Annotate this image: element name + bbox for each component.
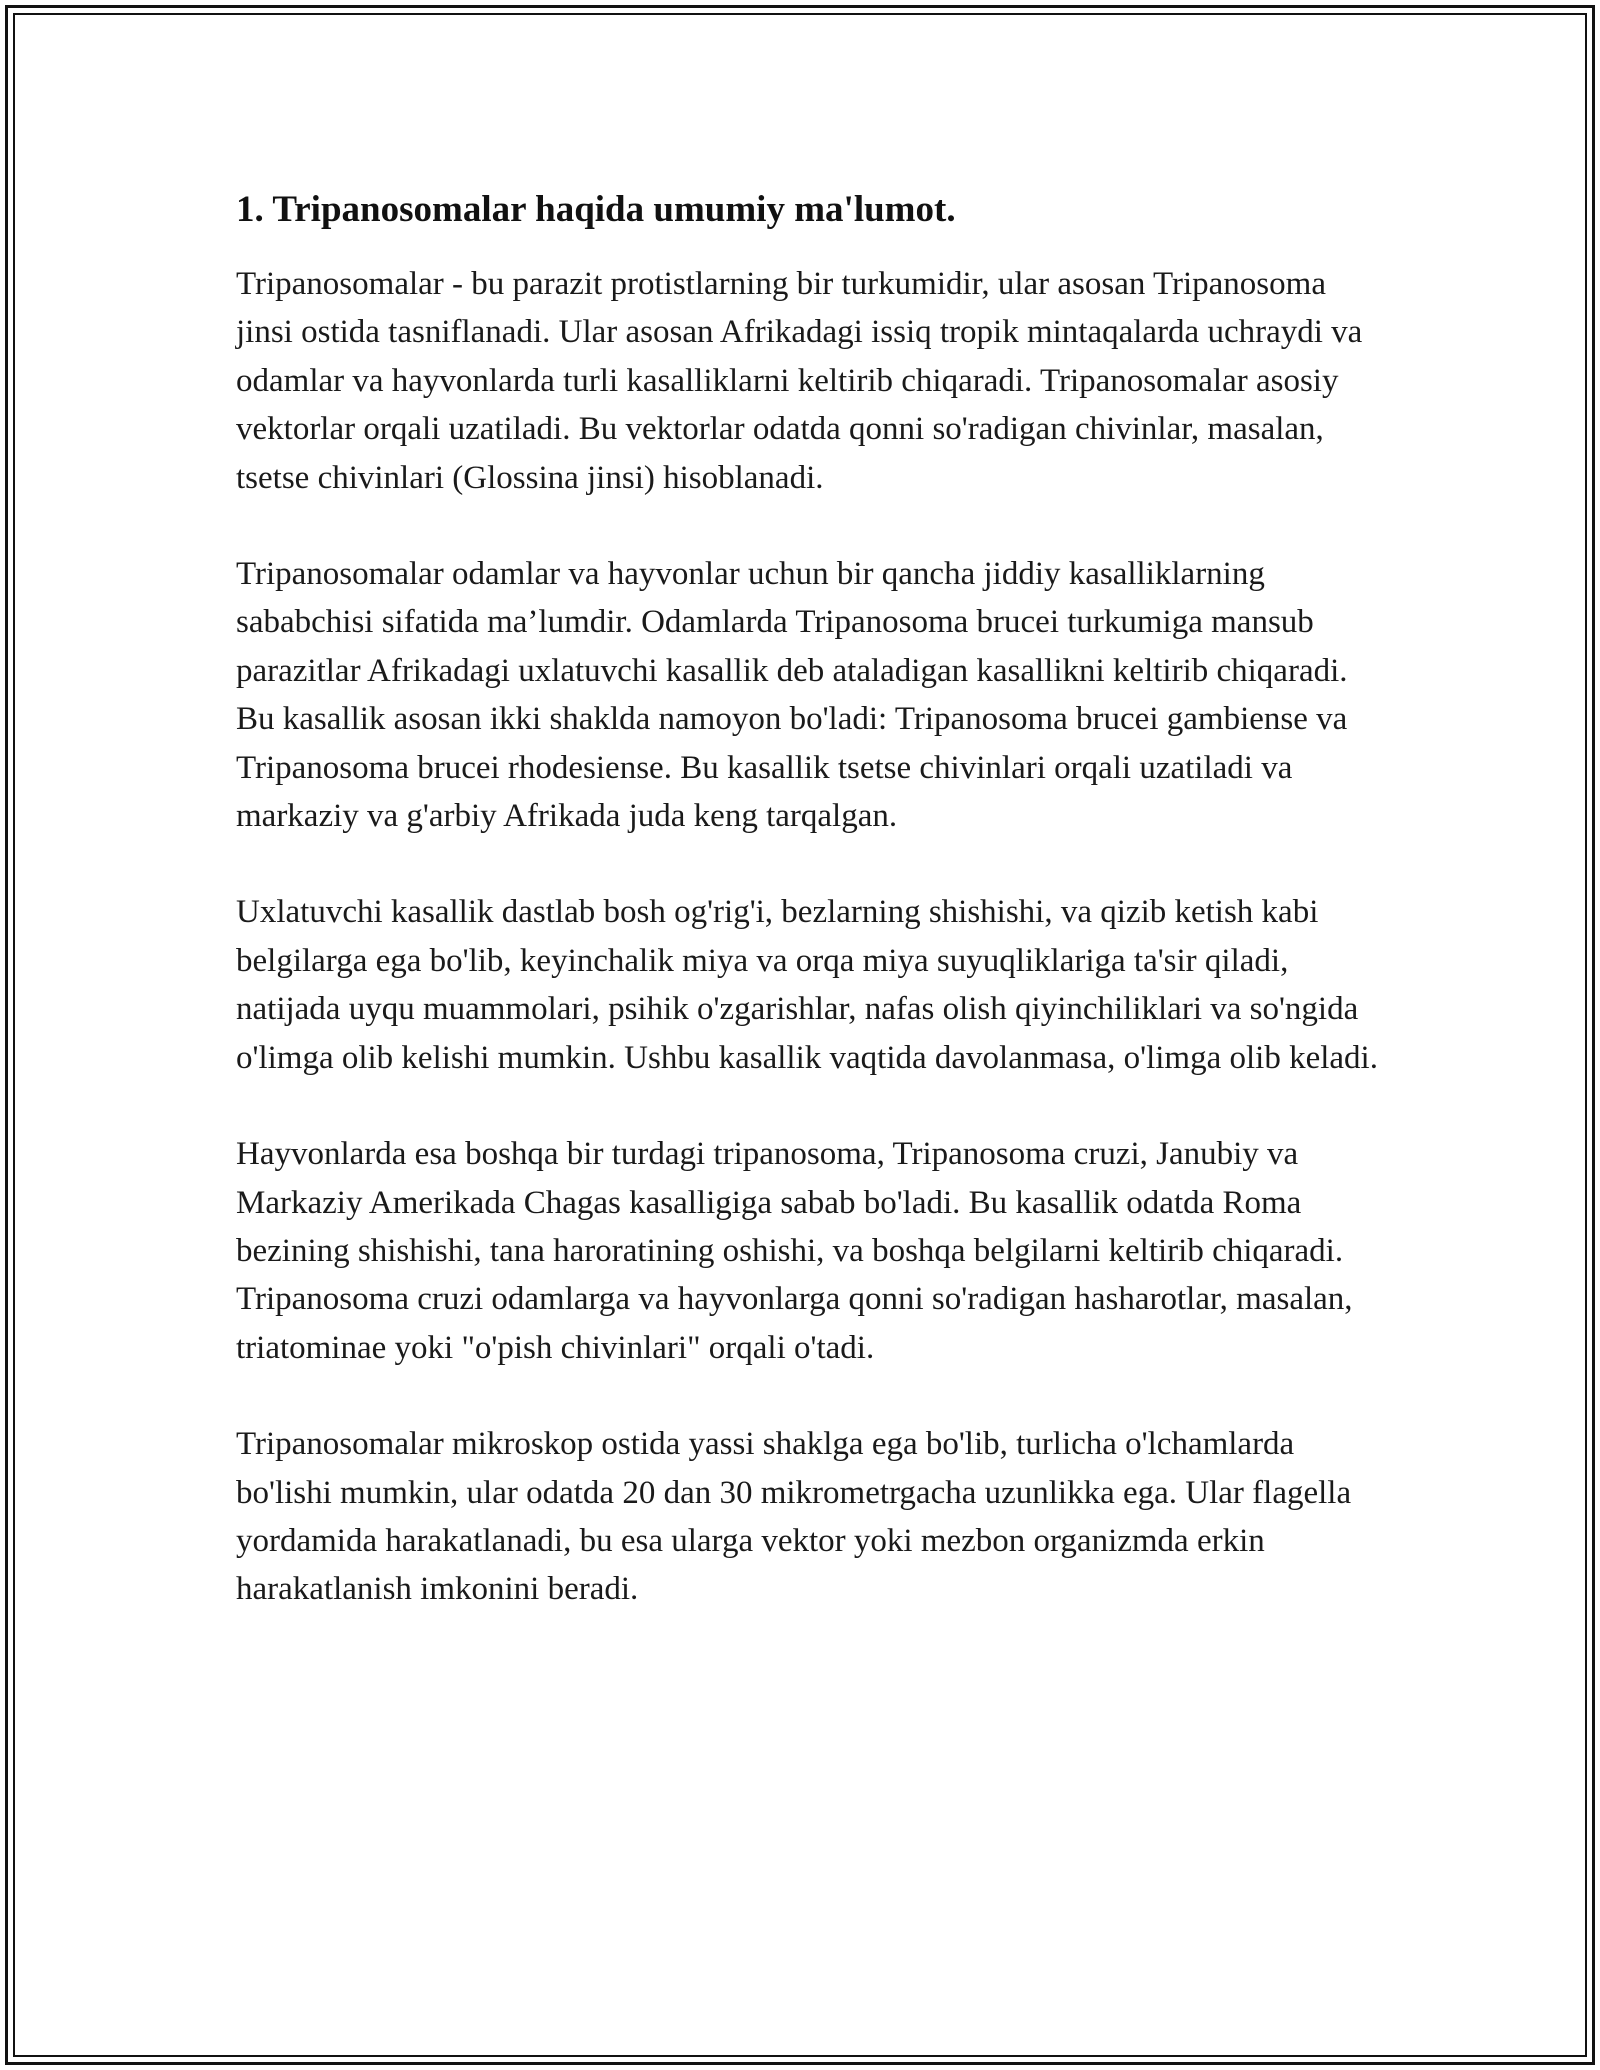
paragraph-chagas: Hayvonlarda esa boshqa bir turdagi tripanosoma, Tripanosoma cruzi, Janubiy va Markaziy Amerikada Chagas kasalligiga sabab bo'ladi. Bu kasallik odatda Roma bezining shishishi, tana haroratining oshishi, va boshqa belgilarni keltirib chiqaradi. Tripanosoma cruzi odamlarga va hayvonlarga qonni so'radigan hasharotlar, masalan, triatominae yoki "o'pish chivinlari" orqali o'tadi. — [236, 1136, 1353, 1366]
paragraph-diseases: Tripanosomalar odamlar va hayvonlar uchun bir qancha jiddiy kasalliklarning sababchisi sifatida ma’lumdir. Odamlarda Tripanosoma brucei turkumiga mansub parazitlar Afrikadagi uxlatuvchi kasallik deb ataladigan kasallikni keltirib chiqaradi. Bu kasallik asosan ikki shaklda namoyon bo'ladi: Tripanosoma brucei gambiense va Tripanosoma brucei rhodesiense. Bu kasallik tsetse chivinlari orqali uzatiladi va markaziy va g'arbiy Afrikada juda keng tarqalgan. — [236, 556, 1348, 835]
document-body — [236, 186, 1386, 1614]
paragraph-symptoms: Uxlatuvchi kasallik dastlab bosh og'rig'i, bezlarning shishishi, va qizib ketish kabi belgilarga ega bo'lib, keyinchalik miya va orqa miya suyuqliklariga ta'sir qiladi, natijada uyqu muammolari, psihik o'zgarishlar, nafas olish qiyinchiliklari va so'ngida o'limga olib kelishi mumkin. Ushbu kasallik vaqtida davolanmasa, o'limga olib keladi. — [236, 894, 1378, 1076]
section-heading: 1. Tripanosomalar haqida umumiy ma'lumot. — [236, 189, 956, 230]
paragraph-intro: Tripanosomalar - bu parazit protistlarning bir turkumidir, ular asosan Tripanosoma jinsi ostida tasniflanadi. Ular asosan Afrikadagi issiq tropik mintaqalarda uchraydi va odamlar va hayvonlarda turli kasalliklarni keltirib chiqaradi. Tripanosomalar asosiy vektorlar orqali uzatiladi. Bu vektorlar odatda qonni so'radigan chivinlar, masalan, tsetse chivinlari (Glossina jinsi) hisoblanadi. — [236, 266, 1363, 496]
paragraph-morphology: Tripanosomalar mikroskop ostida yassi shaklga ega bo'lib, turlicha o'lchamlarda bo'lishi mumkin, ular odatda 20 dan 30 mikrometrgacha uzunlikka ega. Ular flagella yordamida harakatlanadi, bu esa ularga vektor yoki mezbon organizmda erkin harakatlanish imkonini beradi. — [236, 1426, 1352, 1608]
